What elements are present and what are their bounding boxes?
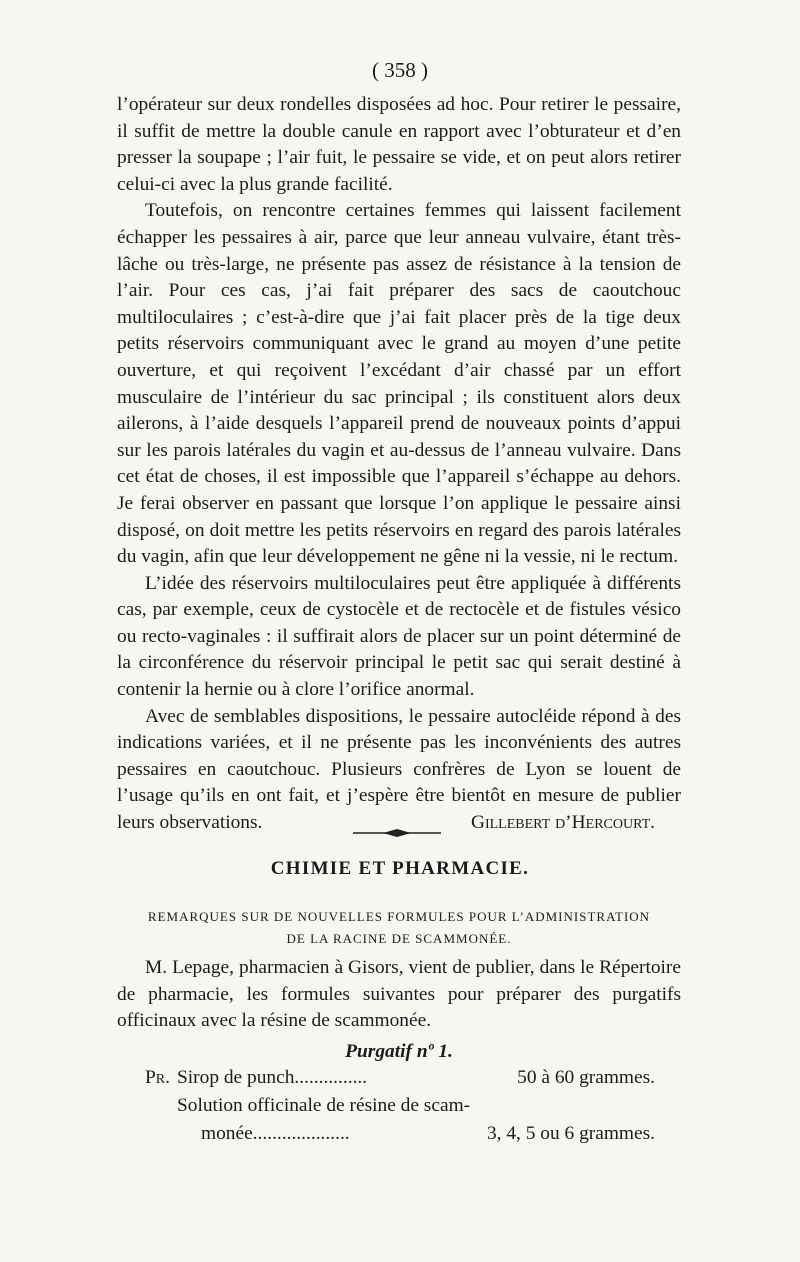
- article-title-line-2: DE LA RACINE DE SCAMMONÉE.: [286, 931, 512, 946]
- section-title: CHIMIE ET PHARMACIE.: [270, 858, 530, 879]
- recipe-quantity: 50 à 60 grammes.: [517, 1067, 655, 1089]
- recipe-heading: Purgatif nº 1.: [345, 1040, 453, 1062]
- article-body-2: [117, 955, 681, 1149]
- recipe-line-2: [117, 1093, 681, 1121]
- recipe-item: Sirop de punch...............: [177, 1067, 368, 1089]
- article-title-line-1: REMARQUES SUR DE NOUVELLES FORMULES POUR L’ADMINISTRATION: [147, 909, 651, 924]
- recipe-line-3: [117, 1121, 681, 1149]
- article-body: [117, 92, 681, 837]
- paragraph: Avec de semblables dispositions, le pessaire autocléide répond à des indications variées, et il ne présente pas les inconvénients des autres pessaires en caoutchouc. Plusieurs confrères de Lyon se louent de l’usage qu’ils en ont fait, et j’espère être bientôt en mesure de publier leurs observations.: [117, 705, 681, 834]
- recipe-item: monée....................: [201, 1123, 350, 1145]
- section-divider-ornament: [353, 828, 441, 838]
- recipe-prefix: Pr.: [145, 1067, 170, 1089]
- paragraph: L’idée des réservoirs multiloculaires peut être appliquée à différents cas, par exemple, ceux de cystocèle et de rectocèle et de fistules vésico ou recto-vaginales : il suffirait alors de placer sur un point déterminé de la circonférence du réservoir principal le petit sac qui serait destiné à contenir la hernie ou à clore l’orifice anormal.: [117, 572, 681, 701]
- intro-paragraph: M. Lepage, pharmacien à Gisors, vient de publier, dans le Répertoire de pharmacie, les formules suivantes pour préparer des purgatifs officinaux avec la résine de scammonée.: [117, 957, 681, 1032]
- article-title: [117, 906, 681, 950]
- paragraph: l’opérateur sur deux rondelles disposées ad hoc. Pour retirer le pessaire, il suffit de mettre la double canule en rapport avec l’obturateur et d’en presser la soupape ; l’air fuit, le pessaire se vide, et on peut alors retirer celui-ci avec la plus grande facilité.: [117, 94, 681, 195]
- recipe-item: Solution officinale de résine de scam-: [177, 1095, 471, 1117]
- recipe-quantity: 3, 4, 5 ou 6 grammes.: [486, 1123, 655, 1145]
- recipe-line-1: [117, 1065, 681, 1093]
- author-signature: Gillebert d’Hercourt.: [470, 812, 655, 834]
- page-number: ( 358 ): [372, 58, 428, 82]
- paragraph: Toutefois, on rencontre certaines femmes qui laissent facilement échapper les pessaires à air, parce que leur anneau vulvaire, étant très-lâche ou très-large, ne présente pas assez de résistance à la tension de l’air. Pour ces cas, j’ai fait préparer des sacs de caoutchouc multiloculaires ; c’est-à-dire que j’ai fait placer près de la tige deux petits réservoirs communiquant avec le grand au moyen d’une petite ouverture, et qui reçoivent l’excédant d’air chassé par un effort musculaire de l’intérieur du sac principal ; ils constituent alors deux ailerons, à l’aide desquels l’appareil prend de nouveaux points d’appui sur les parois latérales du vagin et au-dessus de l’anneau vulvaire. Dans cet état de choses, il est impossible que l’appareil s’échappe au dehors. Je ferai observer en passant que lorsque l’on applique le pessaire ainsi disposé, on doit mettre les petits réservoirs en regard des parois latérales du vagin, afin que leur développement ne gêne ni la vessie, ni le rectum.: [117, 200, 681, 568]
